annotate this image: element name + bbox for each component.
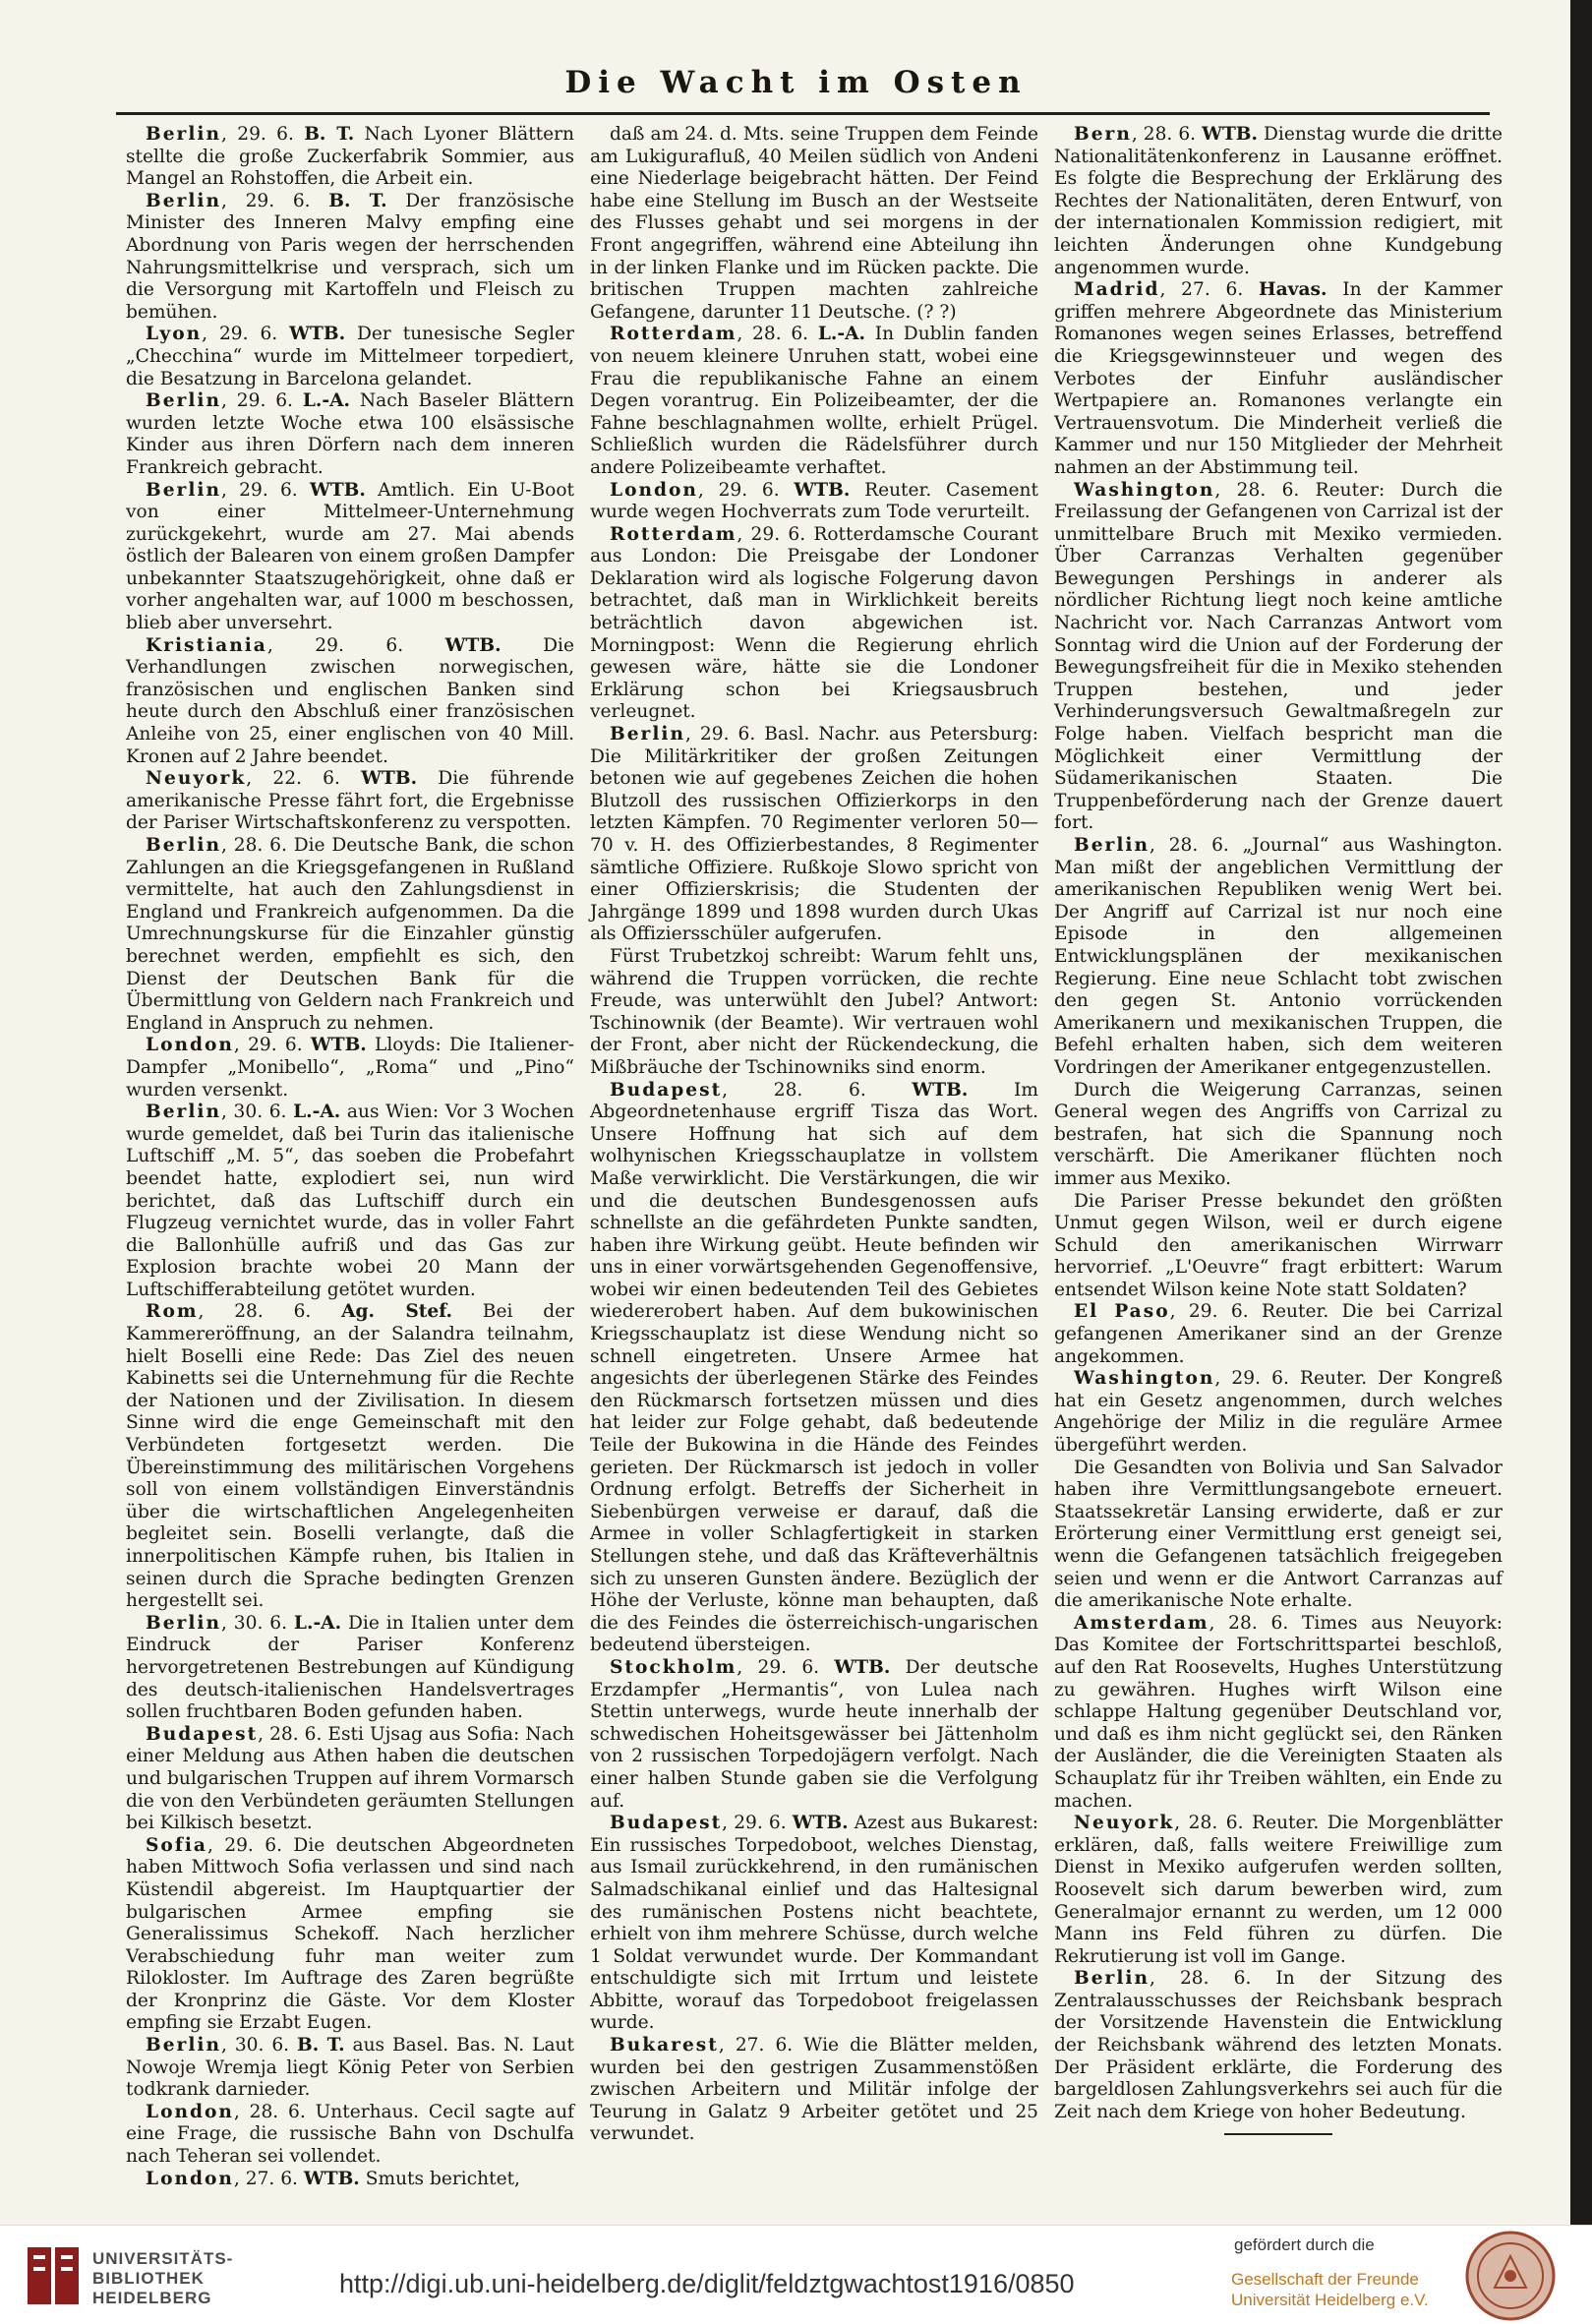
news-paragraph: Kristiania, 29. 6. WTB. Die Verhandlungen zwischen norwegischen, französischen und englischen Banken sind heute durch den Abschluß einer französischen Anleihe von 25, einer englischen von 40 Mill. Kronen auf 2 Jahre beendet. <box>126 634 574 767</box>
news-paragraph: Budapest, 28. 6. Esti Ujsag aus Sofia: Nach einer Meldung aus Athen haben die deutschen und bulgarischen Truppen auf ihrem Vormarsch die von den Verbündeten geräumten Stellungen bei Kilkisch besetzt. <box>126 1723 574 1834</box>
news-paragraph: Rotterdam, 29. 6. Rotterdamsche Courant aus London: Die Preisgabe der Londoner Deklaration wird als logische Folgerung davon betrachtet, daß man in Wirklichkeit bereits beträchtlich davon abgewichen ist. Morningpost: Wenn die Regierung ehrlich gewesen wäre, hätte sie die Londoner Erklärung schon bei Kriegsausbruch verleugnet. <box>590 523 1038 723</box>
news-paragraph: Berlin, 30. 6. L.-A. aus Wien: Vor 3 Wochen wurde gemeldet, daß bei Turin das italienische Luftschiff „M. 5“, das soeben die Probefahrt beendet hatte, explodiert sei, nun wird berichtet, daß das Luftschiff durch ein Flugzeug vernichtet wurde, das in voller Fahrt die Ballonhülle aufriß und das Gas zur Explosion brachte wobei 20 Mann der Luftschifferabteilung getötet wurden. <box>126 1102 574 1300</box>
news-paragraph: Berlin, 28. 6. Die Deutsche Bank, die schon Zahlungen an die Kriegsgefangenen in Rußland vermittelte, hat auch den Zahlungsdienst in England und Frankreich aufgenommen. Da die Umrechnungskurse für die Einzahler günstig berechnet werden, empfiehlt es sich, den Dienst der Deutschen Bank für die Übermittlung von Geldern nach Frankreich und England in Anspruch zu nehmen. <box>126 835 574 1034</box>
news-paragraph: Berlin, 28. 6. In der Sitzung des Zentralausschusses der Reichsbank besprach der Vorsitzende Havenstein die Entwicklung der Reichsbank während des letzten Monats. Der Präsident erklärte, die Forderung des bargeldlosen Zahlungsverkehrs sei auch für die Zeit nach dem Kriege von hoher Bedeutung. <box>1054 1968 1503 2122</box>
column-end-rule <box>1224 2133 1332 2135</box>
sponsor-name-line: Universität Heidelberg e.V. <box>1231 2291 1429 2309</box>
news-paragraph: Berlin, 29. 6. B. T. Der französische Minister des Inneren Malvy empfing eine Abordnung von Paris wegen der herrschenden Nahrungsmittelkrise und versprach, sich um die Versorgung mit Kartoffeln und Fleisch zu bemühen. <box>126 190 574 323</box>
sponsor-label: gefördert durch die <box>1234 2235 1375 2254</box>
news-paragraph: Berlin, 29. 6. L.-A. Nach Baseler Blättern wurden letzte Woche etwa 100 elsässische Kinder aus ihren Dörfern nach dem inneren Frankreich gebracht. <box>126 390 574 478</box>
news-paragraph: Washington, 29. 6. Reuter. Der Kongreß hat ein Gesetz angenommen, durch welches Angehörige der Miliz in die reguläre Armee übergeführt werden. <box>1054 1368 1503 1457</box>
university-seal-icon <box>1465 2231 1556 2321</box>
news-paragraph: Die Gesandten von Bolivia und San Salvador haben ihre Vermittlungsangebote erneuert. Staatssekretär Lansing erwiderte, daß er zur Erörterung einer Vermittlung erst geneigt sei, wenn die Gefangenen tatsächlich freigegeben seien und wenn er die Antwort Carranzas auf die amerikanische Note erhalte. <box>1054 1457 1503 1612</box>
news-paragraph: Stockholm, 29. 6. WTB. Der deutsche Erzdampfer „Hermantis“, von Lulea nach Stettin unterwegs, wurde heute innerhalb der schwedischen Hoheitsgewässer bei Jättenholm von 2 russischen Torpedojägern verfolgt. Nach einer halben Stunde gaben sie die Verfolgung auf. <box>590 1656 1038 1812</box>
scan-edge-strip <box>1570 0 1592 2225</box>
news-paragraph: Berlin, 30. 6. B. T. aus Basel. Bas. N. Laut Nowoje Wremja liegt König Peter von Serbien todkrank darnieder. <box>126 2035 575 2101</box>
news-paragraph: Amsterdam, 28. 6. Times aus Neuyork: Das Komitee der Fortschrittspartei beschloß, auf den Rat Roosevelts, Hughes Unterstützung zu gewähren. Hughes wirft Wilson eine schlappe Haltung gegenüber Deutschland vor, und daß es ihm nicht geglückt sei, den Ränken der Ausländer, die die Vereinigten Staaten als Schauplatz für ihr Treiben wählten, ein Ende zu machen. <box>1054 1612 1503 1812</box>
news-paragraph: daß am 24. d. Mts. seine Truppen dem Feinde am Lukigurafluß, 40 Meilen südlich von Andeni eine Niederlage beigebracht hätten. Der Feind habe eine Stellung im Busch an der Westseite des Flusses gehabt und sei morgens in der Front angegriffen, während eine Abteilung ihn in der linken Flanke und im Rücken packte. Die britischen Truppen machten zahlreiche Gefangene, darunter 11 Deutsche. (? ?) <box>590 124 1038 323</box>
news-paragraph: Fürst Trubetzkoj schreibt: Warum fehlt uns, während die Truppen vorrücken, die rechte Freude, was unterwühlt den Jubel? Antwort: Tschinownik (der Beamte). Wir vertrauen wohl der Front, aber nicht der Rückendeckung, die Mißbräuche der Tschinowniks sind enorm. <box>590 945 1038 1078</box>
news-paragraph: London, 29. 6. WTB. Lloyds: Die Italiener-Dampfer „Monibello“, „Roma“ und „Pino“ wurden versenkt. <box>126 1035 574 1101</box>
page-header-title: Die Wacht im Osten <box>564 65 1028 100</box>
viewer-footer <box>0 2225 1592 2324</box>
university-library-logo-icon <box>26 2245 81 2306</box>
news-paragraph: Berlin, 28. 6. „Journal“ aus Washington. Man mißt der angeblichen Vermittlung der amerikanischen Republiken wenig Wert bei. Der Angriff auf Carrizal ist nur noch eine Episode in den allgemeinen Entwicklungsplänen der mexikanischen Regierung. Eine neue Schlacht tobt zwischen den gegen St. Antonio vorrückenden Amerikanern und mexikanischen Truppen, die Befehl erhalten haben, sich dem weiteren Vordringen der Amerikaner entgegenzustellen. <box>1054 835 1503 1078</box>
news-paragraph: Durch die Weigerung Carranzas, seinen General wegen des Angriffs von Carrizal zu bestrafen, hat sich die Spannung noch verschärft. Die Amerikaner flüchten noch immer aus Mexiko. <box>1054 1079 1503 1189</box>
library-name <box>92 2249 233 2308</box>
news-paragraph: Berlin, 30. 6. L.-A. Die in Italien unter dem Eindruck der Pariser Konferenz hervorgetretenen Bestrebungen auf Kündigung des deutsch-italienischen Handelsvertrages sollen fruchtbaren Boden gefunden haben. <box>126 1612 574 1723</box>
news-paragraph: London, 29. 6. WTB. Reuter. Casement wurde wegen Hochverrats zum Tode verurteilt. <box>590 479 1038 523</box>
news-paragraph: Washington, 28. 6. Reuter: Durch die Freilassung der Gefangenen von Carrizal ist der unmittelbare Bruch mit Mexiko vermieden. Über Carranzas Verhalten gegenüber Bewegungen Pershings in anderer als nördlicher Richtung liegt noch keine amtliche Nachricht vor. Nach Carranzas Antwort vom Sonntag wird die Union auf der Forderung der Bewegungsfreiheit für die in Mexiko stehenden Truppen bestehen, und jeder Verhinderungsversuch Gewaltmaßregeln zur Folge haben. Vielfach bespricht man die Möglichkeit einer Vermittlung der Südamerikanischen Staaten. Die Truppenbeförderung nach der Grenze dauert fort. <box>1054 479 1503 834</box>
news-paragraph: Berlin, 29. 6. Basl. Nachr. aus Petersburg: Die Militärkritiker der großen Zeitungen betonen wie auf gegebenes Zeichen die hohen Blutzoll des russischen Offizierkorps in den letzten Kämpfen. 70 Regimenter verloren 50—70 v. H. des Offizierbestandes, 8 Regimenter sämtliche Offiziere. Rußkoje Slowo spricht von einer Offizierskrisis; die Studenten der Jahrgänge 1899 und 1898 wurden durch Ukas als Offiziersschüler aufgerufen. <box>590 724 1038 945</box>
news-paragraph: Bukarest, 27. 6. Wie die Blätter melden, wurden bei den gestrigen Zusammenstößen zwischen Arbeitern und Militär infolge der Teurung in Galatz 9 Arbeiter getötet und 25 verwundet. <box>590 2035 1038 2145</box>
header-rule <box>116 112 1490 115</box>
news-paragraph: Madrid, 27. 6. Havas. In der Kammer griffen mehrere Abgeordnete das Ministerium Romanones wegen seines Erlasses, betreffend die Kriegsgewinnsteuer und wegen des Verbotes der Einfuhr ausländischer Wertpapiere an. Romanones verlangte ein Vertrauensvotum. Die Minderheit verließ die Kammer und nur 150 Mitglieder der Mehrheit nahmen an der Abstimmung teil. <box>1054 279 1504 478</box>
digital-collection-url[interactable]: http://digi.ub.uni-heidelberg.de/diglit/feldztgwachtost1916/0850 <box>339 2269 1075 2298</box>
news-paragraph: Budapest, 28. 6. WTB. Im Abgeordnetenhause ergriff Tisza das Wort. Unsere Hoffnung hat sich auf dem wolhynischen Kriegsschauplatze in vollstem Maße verwirklicht. Die Verstärkungen, die wir und die deutschen Bundesgenossen aufs schnellste an die gefährdeten Punkte sandten, haben ihre Wirkung geübt. Heute befinden wir uns in einer vorwärtsgehenden Gegenoffensive, wobei wir einen bedeutenden Teil des Gebietes wiedererobert haben. Auf dem bukowinischen Kriegsschauplatz ist diese Wendung nicht so schnell eingetreten. Unsere Armee hat angesichts der überlegenen Stärke des Feindes den Rückmarsch fortsetzen müssen und dies hat leider zur Folge gehabt, daß bedeutende Teile der Bukowina in die Hände des Feindes gerieten. Der Rückmarsch ist jedoch in voller Ordnung erfolgt. Betreffs der Sicherheit in Siebenbürgen verweise er darauf, daß die Armee in voller Schlagfertigkeit in starken Stellungen stehe, und daß das Kräfteverhältnis sich zu unseren Gunsten ändere. Bezüglich der Höhe der Verluste, könne man behaupten, daß die des Feindes die österreichisch-ungarischen bedeutend übersteigen. <box>590 1079 1038 1656</box>
library-name-line: UNIVERSITÄTS- <box>92 2249 234 2268</box>
text-column-1 <box>126 124 575 2189</box>
sponsor-name-line: Gesellschaft der Freunde <box>1231 2270 1419 2289</box>
text-column-2 <box>590 124 1039 2145</box>
news-paragraph: Berlin, 29. 6. WTB. Amtlich. Ein U-Boot von einer Mittelmeer-Unternehmung zurückgekehrt, wurde am 27. Mai abends östlich der Balearen von einem großen Dampfer unbekannter Staatszugehörigkeit, ohne daß er vorher angehalten war, auf 1000 m beschossen, blieb aber unversehrt. <box>126 479 574 634</box>
library-name-line: BIBLIOTHEK <box>92 2269 205 2288</box>
news-paragraph: Rom, 28. 6. Ag. Stef. Bei der Kammereröffnung, an der Salandra teilnahm, hielt Boselli eine Rede: Das Ziel des neuen Kabinetts sei die Unternehmung für die Rechte der Nationen und der Zivilisation. In diesem Sinne wird die enge Gemeinschaft mit den Verbündeten fortgesetzt werden. Die Übereinstimmung des militärischen Vorgehens soll von einem vollständigen Einverständnis über die wirtschaftlichen Angelegenheiten begleitet sein. Boselli verlangte, daß die innerpolitischen Kämpfe ruhen, bis Italien in seinen durch die Sprache bedingten Grenzen hergestellt sei. <box>126 1301 574 1612</box>
library-name-line: HEIDELBERG <box>92 2289 212 2307</box>
sponsor-name[interactable] <box>1231 2269 1429 2310</box>
text-column-3 <box>1054 124 1503 2130</box>
news-paragraph: Neuyork, 22. 6. WTB. Die führende amerikanische Presse fährt fort, die Ergebnisse der Pariser Wirtschaftskonferenz zu verspotten. <box>126 768 575 834</box>
news-paragraph: Budapest, 29. 6. WTB. Azest aus Bukarest: Ein russisches Torpedoboot, welches Dienstag, aus Ismail zurückkehrend, in den rumänischen Salmadschikanal einlief und das Haltesignal des rumänischen Postens nicht beachtete, erhielt von ihm mehrere Schüsse, durch welche 1 Soldat verwundet wurde. Der Kommandant entschuldigte sich mit Irrtum und leistete Abbitte, worauf das Torpedoboot freigelassen wurde. <box>590 1813 1038 2034</box>
news-paragraph: Die Pariser Presse bekundet den größten Unmut gegen Wilson, weil er durch eigene Schuld den amerikanischen Wirrwarr hervorrief. „L'Oeuvre“ fragt erbittert: Warum entsendet Wilson keine Note statt Soldaten? <box>1054 1190 1503 1300</box>
news-paragraph: Bern, 28. 6. WTB. Dienstag wurde die dritte Nationalitätenkonferenz in Lausanne eröffnet. Es folgte die Besprechung der Erklärung des Rechtes der Nationalitäten, deren Entwurf, von der internationalen Kommission redigiert, mit leichten Änderungen ohne Kundgebung angenommen wurde. <box>1054 124 1503 278</box>
news-paragraph: Neuyork, 28. 6. Reuter. Die Morgenblätter erklären, daß, falls weitere Freiwillige zum Dienst in Mexiko aufgerufen werden sollten, Roosevelt sich darum bewerben wird, zum Generalmajor ernannt zu werden, um 12 000 Mann ins Feld führen zu dürfen. Die Rekrutierung ist voll im Gange. <box>1054 1813 1503 1967</box>
news-paragraph: Rotterdam, 28. 6. L.-A. In Dublin fanden von neuem kleinere Unruhen statt, wobei eine Frau die republikanische Fahne an einem Degen vorantrug. Ein Polizeibeamter, der die Fahne beschlagnahmen wollte, erhielt Prügel. Schließlich wurden die Rädelsführer durch andere Polizeibeamte verhaftet. <box>590 324 1039 478</box>
news-paragraph: Lyon, 29. 6. WTB. Der tunesische Segler „Checchina“ wurde im Mittelmeer torpediert, die Besatzung in Barcelona gelandet. <box>126 324 574 389</box>
news-paragraph: El Paso, 29. 6. Reuter. Die bei Carrizal gefangenen Amerikaner sind an der Grenze angekommen. <box>1054 1301 1504 1367</box>
news-paragraph: London, 27. 6. WTB. Smuts berichtet, <box>146 2168 520 2189</box>
news-paragraph: Berlin, 29. 6. B. T. Nach Lyoner Blättern stellte die große Zuckerfabrik Sommier, aus Mangel an Rohstoffen, die Arbeit ein. <box>126 124 575 190</box>
news-paragraph: Sofia, 29. 6. Die deutschen Abgeordneten haben Mittwoch Sofia verlassen und sind nach Küstendil abgereist. Im Hauptquartier der bulgarischen Armee empfing sie Generalissimus Schekoff. Nach herzlicher Verabschiedung fuhr man weiter zum Rilokloster. Im Auftrage des Zaren begrüßte der Kronprinz die Gäste. Vor dem Kloster empfing sie Erzabt Eugen. <box>126 1834 574 2034</box>
news-paragraph: London, 28. 6. Unterhaus. Cecil sagte auf eine Frage, die russische Bahn von Dschulfa nach Teheran sei vollendet. <box>126 2101 574 2168</box>
